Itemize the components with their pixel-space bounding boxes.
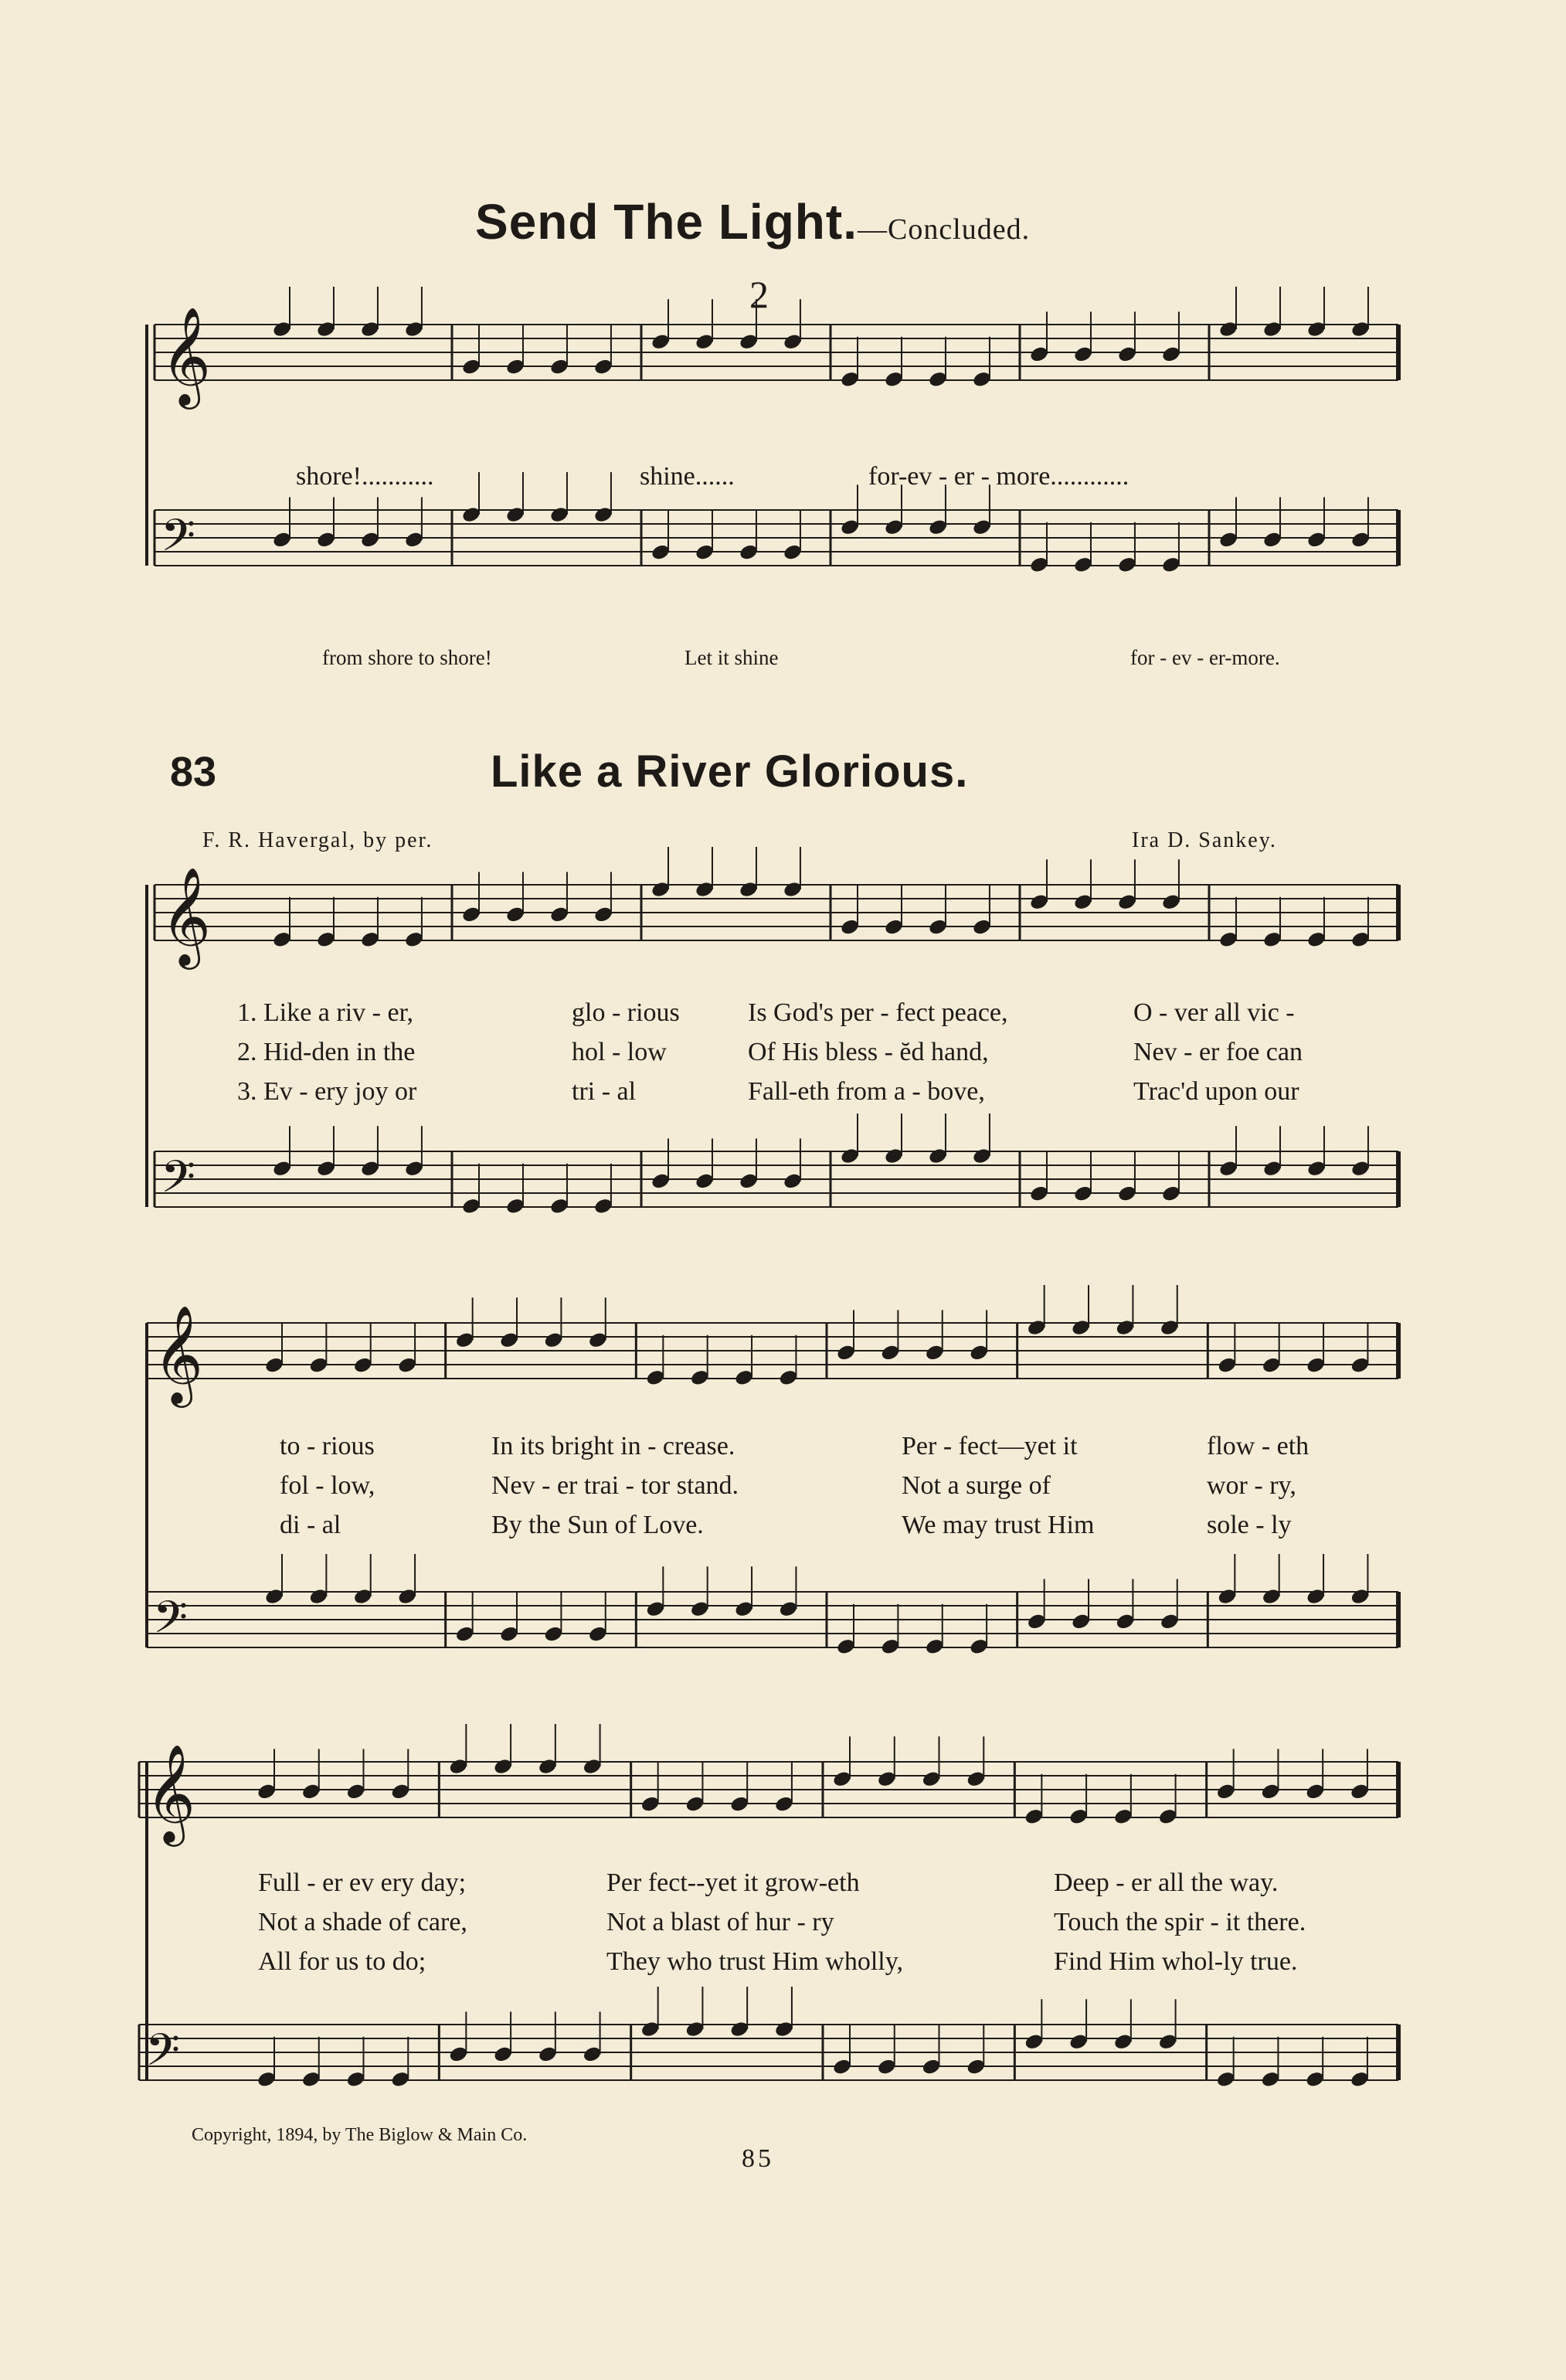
ending-number: 2 [749, 273, 769, 316]
system1-verse2-seg2: hol - low [572, 1038, 667, 1066]
system2-verse1-seg3: Per - fect—yet it [902, 1432, 1078, 1460]
system1-verse2-seg4: Nev - er foe can [1133, 1038, 1303, 1066]
system2-verse3-seg2: By the Sun of Love. [491, 1511, 704, 1539]
treble-clef: 𝄞 [153, 1304, 204, 1403]
treble-clef: 𝄞 [145, 1743, 196, 1842]
system3-verse2-seg3: Touch the spir - it there. [1054, 1908, 1306, 1936]
section1-treble-lyric-3: for-ev - er - more............ [868, 462, 1129, 491]
composer-credit: Ira D. Sankey. [1132, 828, 1277, 852]
lyricist-credit: F. R. Havergal, by per. [202, 828, 433, 852]
bass-clef: 𝄢 [161, 509, 196, 573]
bass-clef: 𝄢 [153, 1591, 189, 1654]
system2-verse2-seg4: wor - ry, [1207, 1471, 1296, 1500]
page-number: 85 [742, 2144, 774, 2173]
system1-verse3-seg3: Fall-eth from a - bove, [748, 1077, 985, 1106]
hymn-title: Like a River Glorious. [491, 746, 969, 797]
system1-verse3-seg2: tri - al [572, 1077, 637, 1106]
system1-verse1-seg2: glo - rious [572, 998, 680, 1027]
system1-verse2-seg3: Of His bless - ĕd hand, [748, 1038, 989, 1066]
treble-clef: 𝄞 [161, 866, 212, 965]
copyright-notice: Copyright, 1894, by The Biglow & Main Co. [192, 2125, 528, 2145]
system2-verse3-seg4: sole - ly [1207, 1511, 1292, 1539]
system1-verse1-seg1: 1. Like a riv - er, [237, 998, 414, 1027]
system3-verse3-seg3: Find Him whol-ly true. [1054, 1947, 1298, 1976]
system2-verse2-seg3: Not a surge of [902, 1471, 1051, 1500]
section1-bass-lyric-3: for - ev - er-more. [1130, 646, 1280, 669]
section1-treble-lyric-1: shore!........... [296, 462, 434, 491]
treble-clef: 𝄞 [161, 306, 212, 405]
system2-verse1-seg1: to - rious [280, 1432, 375, 1460]
system3-verse1-seg2: Per fect--yet it grow-eth [606, 1868, 860, 1897]
section1-treble-lyric-2: shine...... [640, 462, 735, 491]
system1-verse3-seg4: Trac'd upon our [1133, 1077, 1299, 1106]
system3-verse1-seg3: Deep - er all the way. [1054, 1868, 1279, 1897]
system3-verse2-seg1: Not a shade of care, [258, 1908, 467, 1936]
system2-verse2-seg2: Nev - er trai - tor stand. [491, 1471, 739, 1500]
system3-verse3-seg1: All for us to do; [258, 1947, 426, 1976]
system2-verse1-seg2: In its bright in - crease. [491, 1432, 735, 1460]
bass-clef: 𝄢 [161, 1151, 196, 1214]
system3-verse1-seg1: Full - er ev ery day; [258, 1868, 467, 1897]
system1-verse1-seg4: O - ver all vic - [1133, 998, 1295, 1027]
bass-clef: 𝄢 [145, 2024, 181, 2087]
section1-bass-lyric-2: Let it shine [684, 646, 779, 669]
system3-verse2-seg2: Not a blast of hur - ry [606, 1908, 834, 1936]
system2-verse2-seg1: fol - low, [280, 1471, 375, 1500]
page-title: Send The Light.—Concluded. [475, 194, 1031, 250]
system2-verse3-seg3: We may trust Him [902, 1511, 1095, 1539]
system1-verse2-seg1: 2. Hid-den in the [237, 1038, 416, 1066]
system2-verse1-seg4: flow - eth [1207, 1432, 1310, 1460]
system1-verse1-seg3: Is God's per - fect peace, [748, 998, 1008, 1027]
title-subtitle: —Concluded. [857, 213, 1031, 246]
hymn-number: 83 [170, 749, 217, 795]
section1-bass-lyric-1: from shore to shore! [322, 646, 492, 669]
system1-verse3-seg1: 3. Ev - ery joy or [237, 1077, 417, 1106]
system2-verse3-seg1: di - al [280, 1511, 341, 1539]
system3-verse3-seg2: They who trust Him wholly, [606, 1947, 904, 1976]
